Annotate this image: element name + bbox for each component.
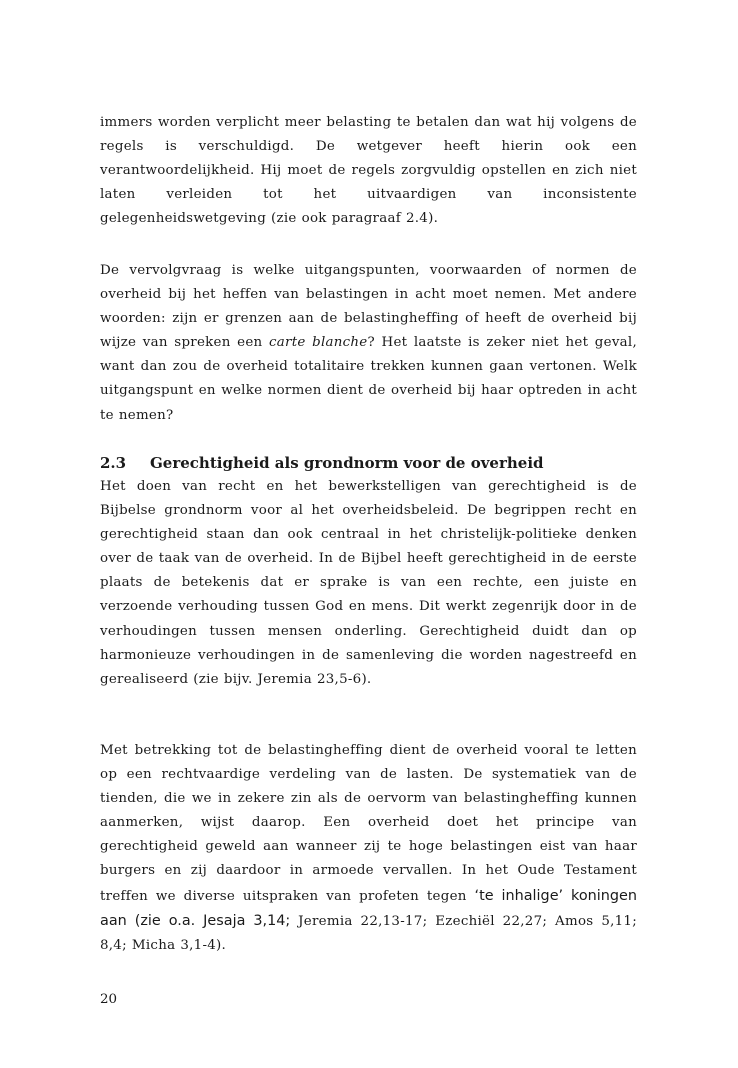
sans-serif-fragment: ‘te inhalige’ koningen aan (zie o.a. Jesaja 3,14; bbox=[100, 887, 637, 929]
paragraph-tax-obligation bbox=[100, 111, 637, 231]
italic-term: carte blanche bbox=[269, 335, 368, 351]
paragraph-text: De vervolgvraag is welke uitgangspunten, voorwaarden of normen de overheid bij het heffen van belastingen in acht moet nemen. Met andere woorden: zijn er grenzen aan de belastingheffing of heeft de overheid bij wijze van spreken een bbox=[100, 263, 637, 351]
section-title: Gerechtigheid als grondnorm voor de overheid bbox=[150, 454, 544, 472]
paragraph-text: Het doen van recht en het bewerkstelligen van gerechtigheid is de Bijbelse grondnorm voor al het overheidsbeleid. De begrippen recht en gerechtigheid staan dan ook centraal in het christelijk-politieke denken over de taak van de overheid. In de Bijbel heeft gerechtigheid in de eerste plaats de betekenis dat er sprake is van een rechte, een juiste en verzoende verhouding tussen God en mens. Dit werkt zegenrijk door in de verhoudingen tussen mensen onderling. Gerechtigheid duidt dan op harmonieuze verhoudingen in de samenleving die worden nagestreefd en gerealiseerd (zie bijv. Jeremia 23,5-6). bbox=[100, 479, 637, 687]
paragraph-text-continued: ? Het laatste is zeker niet het geval, want dan zou de overheid totalitaire trekken kunnen gaan vertonen. Welk uitgangspunt en welke normen dient de overheid bij haar optreden in acht te nemen? bbox=[100, 335, 637, 423]
section-number: 2.3 bbox=[100, 454, 127, 472]
paragraph-tax-distribution bbox=[100, 739, 637, 958]
paragraph-text: Met betrekking tot de belastingheffing dient de overheid vooral te letten op een rechtvaardige verdeling van de lasten. De systematiek van de tienden, die we in zekere zin als de oervorm van belastingheffing kunnen aanmerken, wijst daarop. Een overheid doet het principe van gerechtigheid geweld aan wanneer zij te hoge belastingen eist van haar burgers en zij daardoor in armoede vervallen. In het Oude Testament treffen we diverse uitspraken van profeten tegen bbox=[100, 743, 637, 904]
paragraph-text: immers worden verplicht meer belasting te betalen dan wat hij volgens de regels is verschuldigd. De wetgever heeft hierin ook een verantwoordelijkheid. Hij moet de regels zorgvuldig opstellen en zich niet laten verleiden tot het uitvaardigen van inconsistente gelegenheidswetgeving (zie ook paragraaf 2.4). bbox=[100, 115, 637, 227]
page-number: 20 bbox=[100, 992, 118, 1007]
paragraph-text-continued: Jeremia 22,13-17; Ezechiël 22,27; Amos 5,11; 8,4; Micha 3,1-4). bbox=[100, 913, 637, 953]
paragraph-follow-up-question bbox=[100, 259, 637, 428]
paragraph-righteousness bbox=[100, 475, 637, 692]
section-heading bbox=[100, 451, 637, 475]
